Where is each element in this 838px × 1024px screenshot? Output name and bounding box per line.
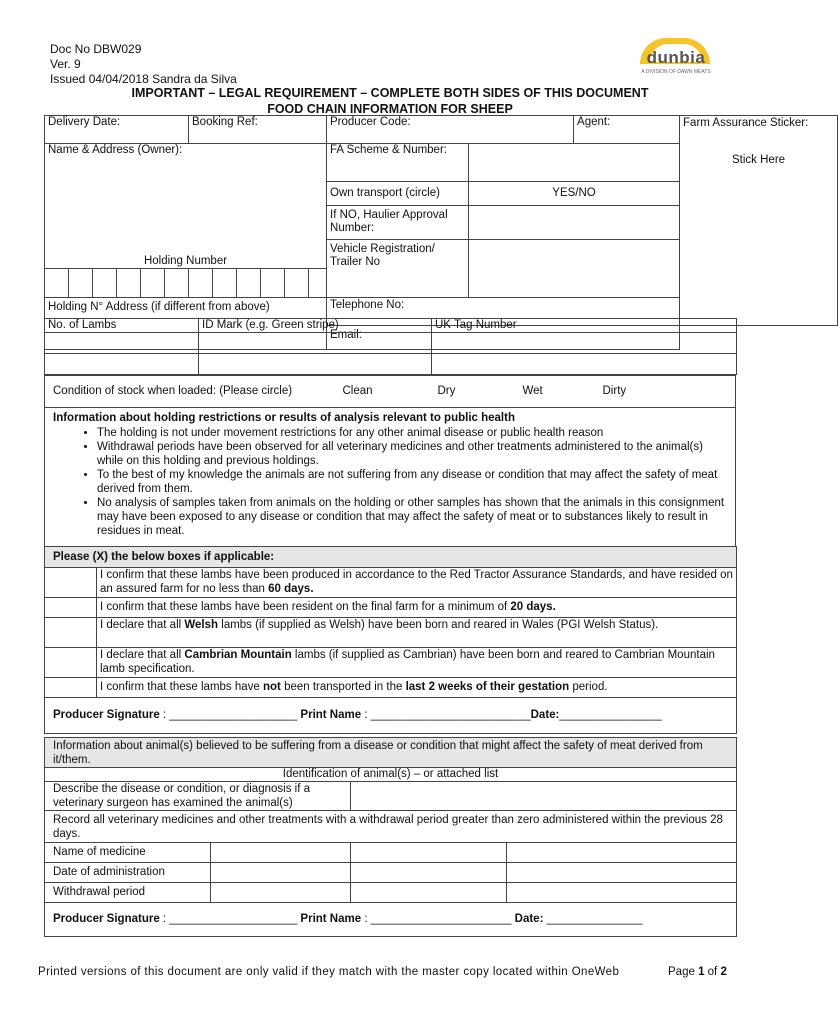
lambs-cell[interactable]	[45, 354, 199, 375]
medicine-cell[interactable]	[507, 843, 737, 863]
identification-label: Identification of animal(s) – or attached list	[45, 768, 737, 782]
lambs-cell[interactable]	[45, 333, 199, 354]
holding-address-field[interactable]: Holding N° Address (if different from above)	[45, 298, 327, 350]
holding-number-box[interactable]	[285, 269, 309, 298]
holding-number-box[interactable]	[69, 269, 93, 298]
condition-dry[interactable]: Dry	[437, 385, 456, 397]
producer-signature-label: Producer Signature	[53, 913, 160, 925]
doc-title-form: FOOD CHAIN INFORMATION FOR SHEEP	[267, 102, 513, 116]
check-text-cambrian: I declare that all Cambrian Mountain lambs (if supplied as Cambrian) have been born and reared to Cambrian Mountain lamb specification.	[97, 648, 737, 678]
check-text-gestation: I confirm that these lambs have not been transported in the last 2 weeks of their gestation period.	[97, 678, 737, 698]
signature-row-2[interactable]	[45, 903, 737, 937]
name-address-field[interactable]	[45, 144, 327, 240]
condition-label: Condition of stock when loaded: (Please circle)	[53, 385, 293, 397]
lambs-table	[44, 318, 737, 375]
check-box-final-farm[interactable]	[45, 598, 97, 618]
check-text-welsh: I declare that all Welsh lambs (if supplied as Welsh) have been born and reared in Wales (PGI Welsh Status).	[97, 618, 737, 648]
haulier-approval-field[interactable]: If NO, Haulier Approval Number:	[327, 206, 469, 240]
date-label: Date:	[514, 913, 544, 925]
footer-note: Printed versions of this document are only valid if they match with the master copy located within OneWeb	[38, 966, 620, 978]
producer-signature-line[interactable]: : ____________________	[159, 913, 301, 925]
holding-number-box[interactable]	[213, 269, 237, 298]
describe-disease-field[interactable]	[351, 782, 737, 811]
withdrawal-period-label: Withdrawal period	[45, 883, 211, 903]
print-name-line[interactable]: : ______________________	[361, 913, 515, 925]
farm-assurance-sticker-area[interactable]	[680, 116, 838, 326]
yes-no-option[interactable]: YES/NO	[469, 182, 680, 206]
producer-code-field[interactable]: Producer Code:	[327, 116, 574, 144]
holding-number-label: Holding Number	[45, 240, 327, 269]
date-administration-label: Date of administration	[45, 863, 211, 883]
check-box-welsh[interactable]	[45, 618, 97, 648]
producer-details-table	[44, 115, 838, 350]
check-text-final-farm: I confirm that these lambs have been resident on the final farm for a minimum of 20 days.	[97, 598, 737, 618]
info-bullet: • To the best of my knowledge the animals are not suffering from any disease or condition that may affect the safety of meat derived from them.	[97, 468, 727, 496]
producer-signature-label: Producer Signature	[53, 709, 160, 721]
lambs-cell[interactable]	[432, 333, 737, 354]
checks-table	[44, 546, 737, 734]
describe-disease-label: Describe the disease or condition, or diagnosis if a veterinary surgeon has examined the animal(s)	[45, 782, 351, 811]
producer-signature-line[interactable]: : ____________________	[159, 709, 301, 721]
info-bullet: • Withdrawal periods have been observed for all veterinary medicines and other treatments administered to the animal(s) while on this holding and previous holdings.	[97, 440, 727, 468]
holding-number-box[interactable]	[309, 269, 327, 298]
doc-issued: Issued 04/04/2018 Sandra da Silva	[50, 72, 237, 86]
doc-version: Ver. 9	[50, 57, 81, 71]
disease-table	[44, 737, 737, 937]
no-of-lambs-header: No. of Lambs	[45, 319, 199, 333]
record-medicines-label: Record all veterinary medicines and other treatments with a withdrawal period greater than zero administered within the previous 28 days.	[45, 811, 737, 843]
info-block	[45, 408, 736, 547]
date-line[interactable]: ________________	[559, 709, 662, 721]
logo-tagline: A DIVISION OF DAWN MEATS	[641, 69, 711, 75]
print-name-label: Print Name	[300, 913, 362, 925]
medicine-cell[interactable]	[351, 883, 507, 903]
logo-wordmark: dunbia	[646, 48, 706, 67]
own-transport-label: Own transport (circle)	[327, 182, 469, 206]
medicine-cell[interactable]	[211, 883, 351, 903]
medicine-cell[interactable]	[507, 883, 737, 903]
vehicle-registration-field[interactable]: Vehicle Registration/ Trailer No	[327, 240, 469, 298]
farm-assurance-label: Farm Assurance Sticker:	[683, 117, 809, 129]
check-box-red-tractor[interactable]	[45, 568, 97, 598]
medicine-cell[interactable]	[211, 863, 351, 883]
holding-number-box[interactable]	[45, 269, 69, 298]
print-name-label: Print Name	[300, 709, 362, 721]
medicine-cell[interactable]	[351, 843, 507, 863]
holding-number-box[interactable]	[261, 269, 285, 298]
dunbia-logo	[636, 34, 716, 74]
page-indicator: Page 1 of 2	[668, 966, 727, 978]
telephone-field[interactable]: Telephone No:	[327, 298, 680, 326]
holding-number-box[interactable]	[165, 269, 189, 298]
id-mark-header: ID Mark (e.g. Green stripe)	[199, 319, 432, 333]
medicine-cell[interactable]	[507, 863, 737, 883]
date-line[interactable]: _______________	[543, 913, 643, 925]
agent-field[interactable]: Agent:	[574, 116, 680, 144]
print-name-line[interactable]: : _________________________	[361, 709, 531, 721]
holding-number-box[interactable]	[141, 269, 165, 298]
lambs-cell[interactable]	[199, 333, 432, 354]
signature-row-1[interactable]	[45, 698, 737, 734]
disease-heading: Information about animal(s) believed to be suffering from a disease or condition that might affect the safety of meat derived from it/them.	[45, 738, 737, 768]
delivery-date-field[interactable]: Delivery Date:	[45, 116, 189, 144]
holding-number-box[interactable]	[237, 269, 261, 298]
check-box-cambrian[interactable]	[45, 648, 97, 678]
name-address-label: Name & Address (Owner):	[48, 144, 183, 156]
doc-number: Doc No DBW029	[50, 42, 142, 56]
condition-dirty[interactable]: Dirty	[602, 385, 627, 397]
holding-number-box[interactable]	[117, 269, 141, 298]
uk-tag-header: UK Tag Number	[432, 319, 737, 333]
fa-scheme-field[interactable]: FA Scheme & Number:	[327, 144, 469, 182]
medicine-cell[interactable]	[211, 843, 351, 863]
doc-title-legal: IMPORTANT – LEGAL REQUIREMENT – COMPLETE BOTH SIDES OF THIS DOCUMENT	[131, 86, 649, 100]
info-bullet: • No analysis of samples taken from animals on the holding or other samples has shown that the animals in this consignment may have been exposed to any disease or condition that may affect the safety of meat or to substances likely to result in residues in meat.	[97, 496, 727, 538]
info-heading: Information about holding restrictions or results of analysis relevant to public health	[53, 412, 515, 424]
info-bullet: • The holding is not under movement restrictions for any other animal disease or public health reason	[97, 426, 727, 440]
email-field[interactable]: Email:	[327, 326, 680, 350]
booking-ref-field[interactable]: Booking Ref:	[189, 116, 327, 144]
check-text-red-tractor: I confirm that these lambs have been produced in accordance to the Red Tractor Assurance Standards, and have resided on an assured farm for no less than 60 days.	[97, 568, 737, 598]
lambs-cell[interactable]	[432, 354, 737, 375]
condition-row	[45, 376, 736, 408]
check-box-gestation[interactable]	[45, 678, 97, 698]
condition-clean[interactable]: Clean	[342, 385, 373, 397]
medicine-cell[interactable]	[351, 863, 507, 883]
medicine-name-label: Name of medicine	[45, 843, 211, 863]
info-table	[44, 407, 736, 547]
holding-number-box[interactable]	[189, 269, 213, 298]
checks-heading: Please (X) the below boxes if applicable:	[45, 547, 737, 568]
lambs-cell[interactable]	[199, 354, 432, 375]
holding-number-box[interactable]	[93, 269, 117, 298]
stick-here-label: Stick Here	[732, 154, 786, 166]
condition-table	[44, 375, 736, 408]
date-label: Date:	[530, 709, 560, 721]
condition-wet[interactable]: Wet	[522, 385, 543, 397]
